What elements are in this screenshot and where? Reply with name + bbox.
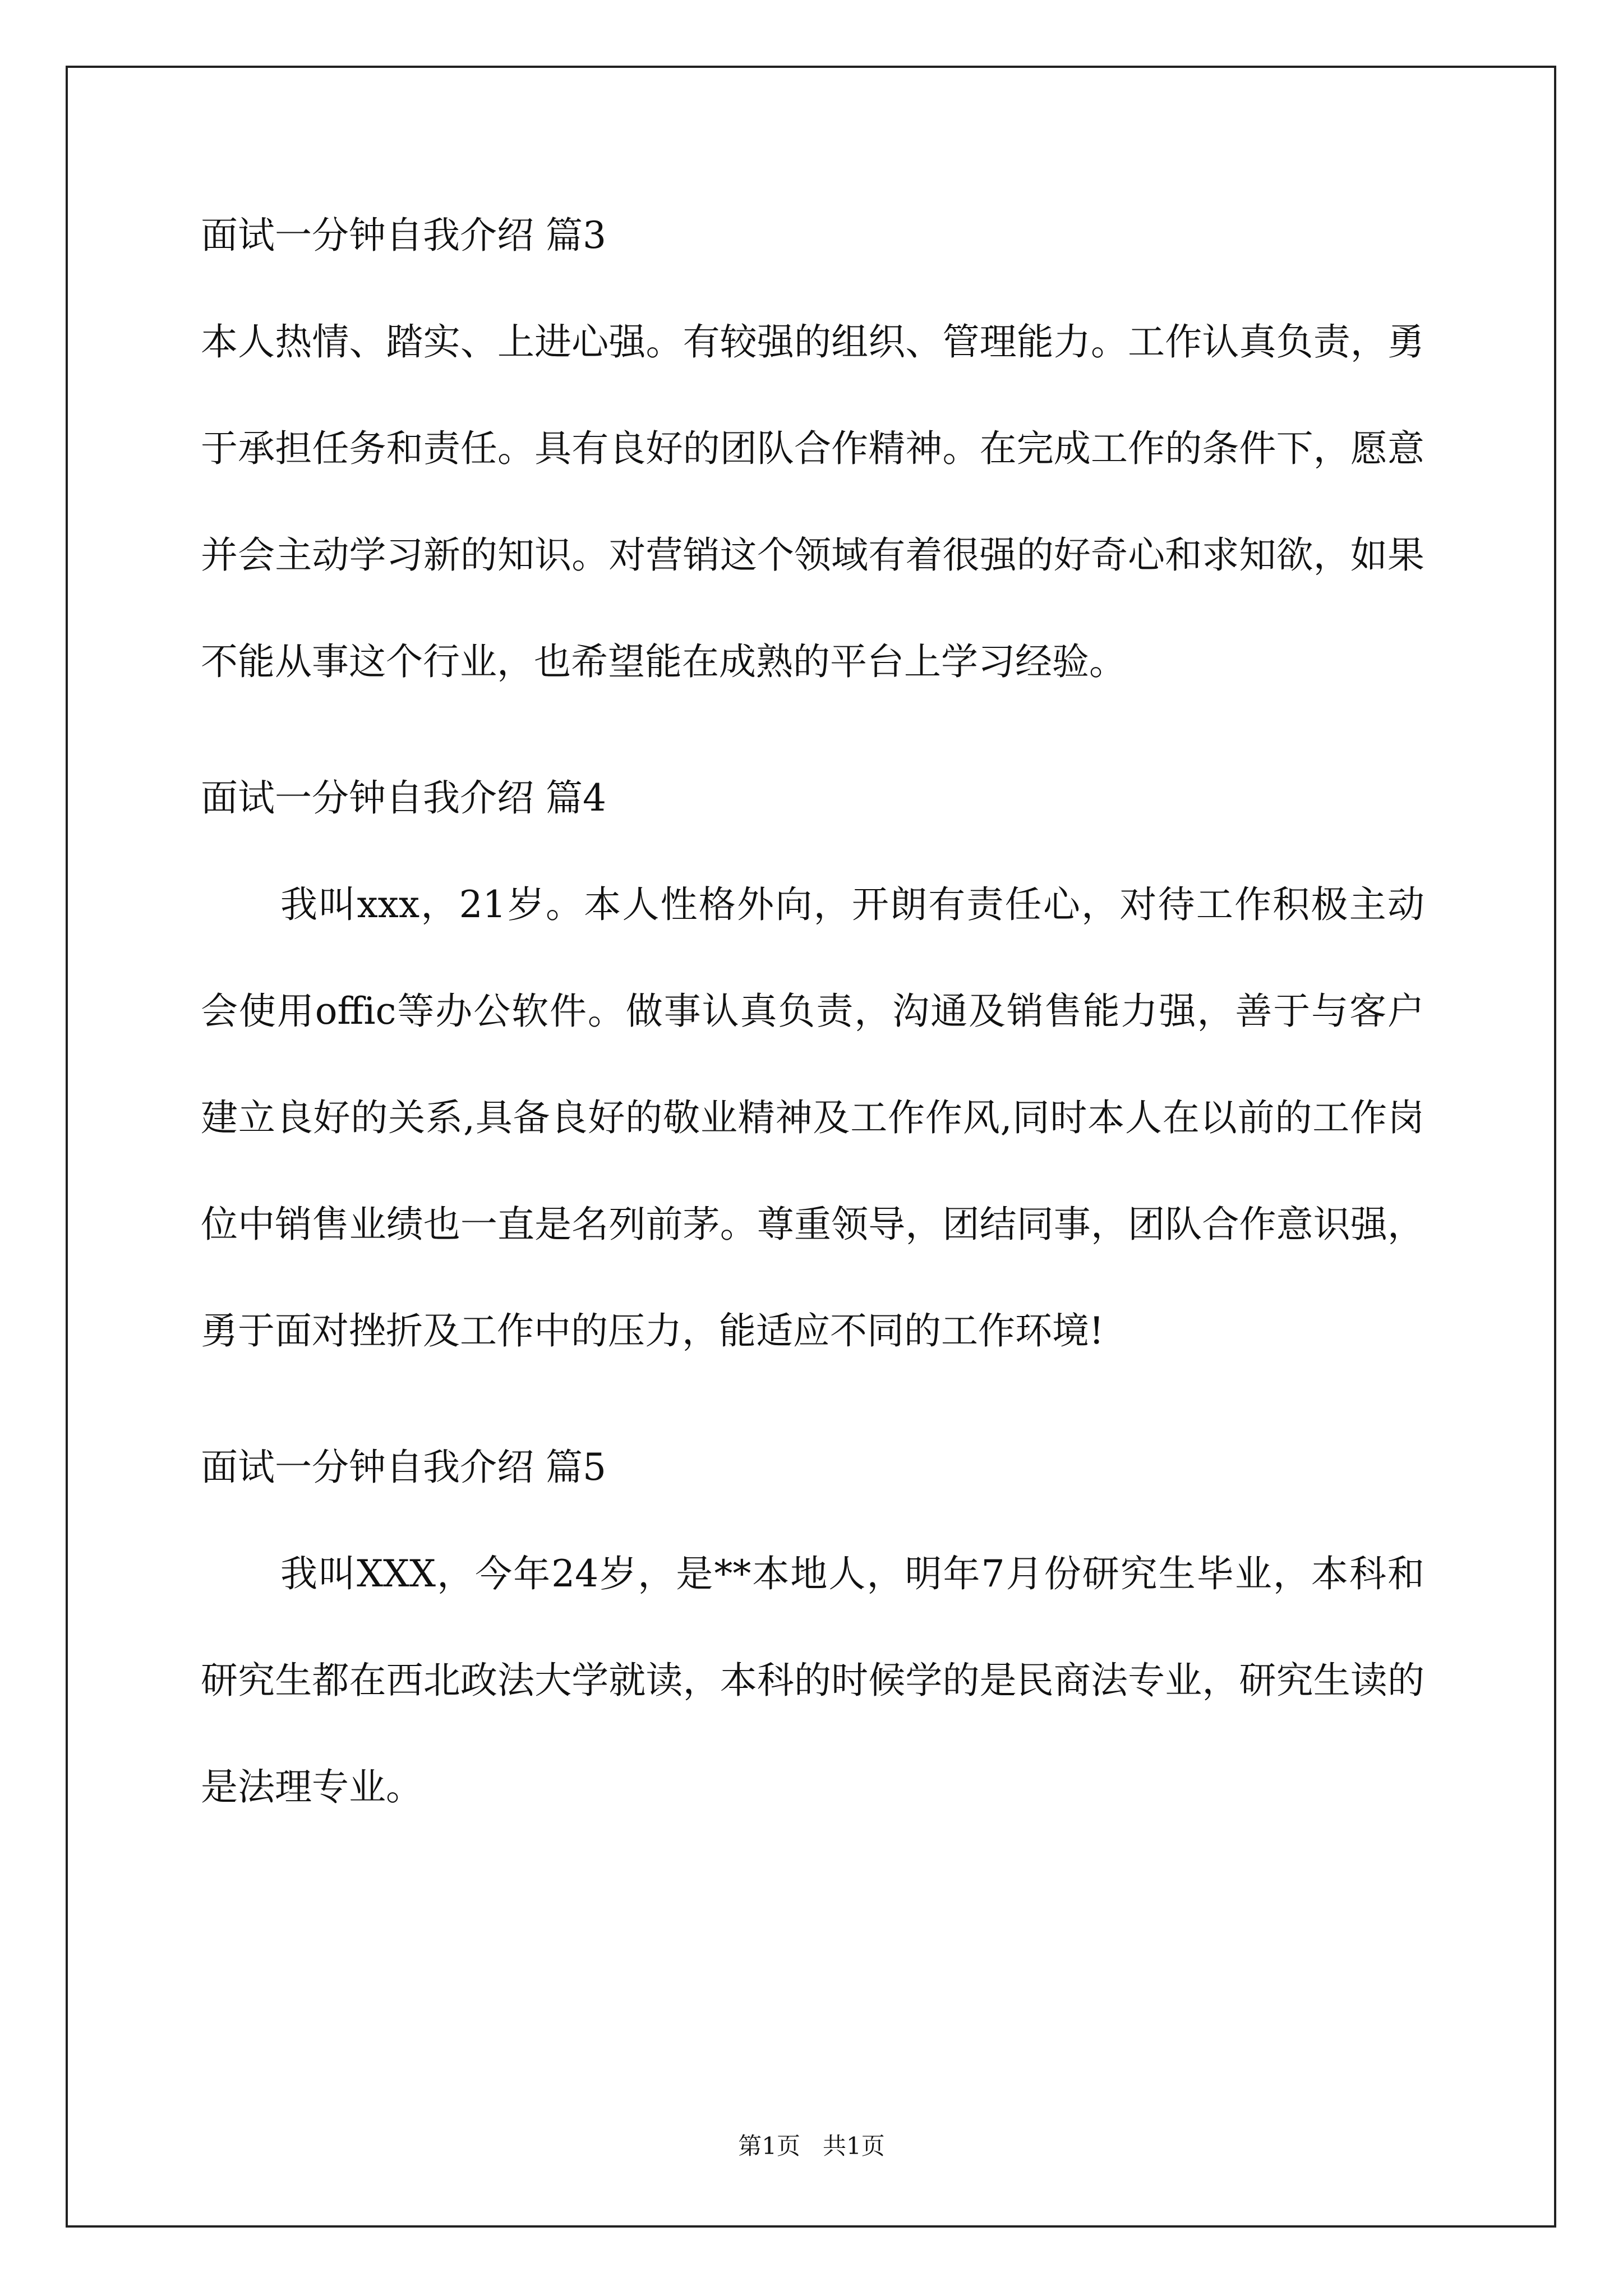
section-paragraph-3: 本人热情、踏实、上进心强。有较强的组织、管理能力。工作认真负责，勇于承担任务和责任。具有良好的团队合作精神。在完成工作的条件下，愿意并会主动学习新的知识。对营销这个领域有着很强的好奇心和求知欲，如果不能从事这个行业，也希望能在成熟的平台上学习经验。	[201, 320, 1424, 683]
section-heading-5: 面试一分钟自我介绍 篇5	[201, 1446, 606, 1489]
document-body	[201, 212, 1424, 1900]
section-heading-4: 面试一分钟自我介绍 篇4	[201, 776, 606, 820]
section-paragraph-5: 我叫XXX，今年24岁，是**本地人，明年7月份研究生毕业，本科和研究生都在西北政法大学就读，本科的时候学的是民商法专业，研究生读的是法理专业。	[201, 1552, 1424, 1809]
page-footer: 第1页 共1页	[738, 2132, 885, 2160]
section-paragraph-4: 我叫xxx，21岁。本人性格外向，开朗有责任心，对待工作积极主动会使用offic等办公软件。做事认真负责，沟通及销售能力强，善于与客户建立良好的关系,具备良好的敬业精神及工作作风,同时本人在以前的工作岗位中销售业绩也一直是名列前茅。尊重领导，团结同事，团队合作意识强，勇于面对挫折及工作中的压力，能适应不同的工作环境!	[201, 883, 1424, 1352]
section-heading-3: 面试一分钟自我介绍 篇3	[201, 214, 606, 257]
